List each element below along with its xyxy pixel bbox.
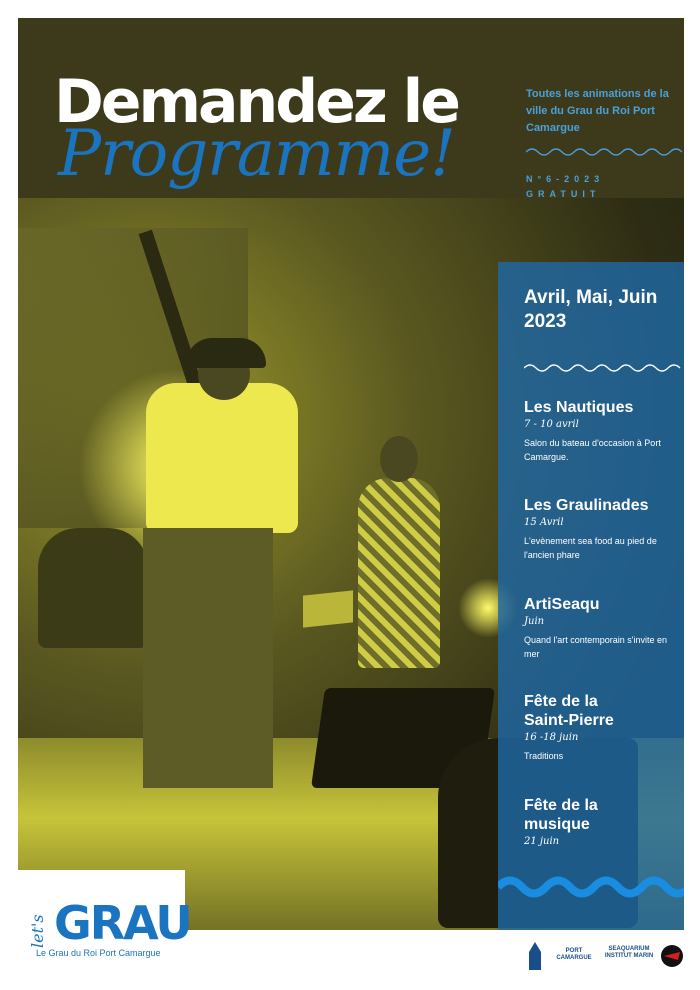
issue-number <box>526 172 604 202</box>
event-nautiques <box>524 398 682 464</box>
wave-divider-panel <box>524 362 684 374</box>
logo-lets: let's <box>28 914 47 948</box>
period-heading: Avril, Mai, Juin 2023 <box>524 287 658 332</box>
issue-line2: GRATUIT <box>526 189 601 199</box>
wave-divider-top <box>526 146 684 158</box>
event-date: 7 - 10 avril <box>524 419 579 430</box>
event-date: 15 Avril <box>524 517 564 528</box>
seaquarium-logo <box>604 946 654 960</box>
events-panel <box>498 262 684 930</box>
event-artiseaqu <box>524 595 682 661</box>
title-line1: Demandez le <box>54 67 458 137</box>
event-title: Fête de la Saint-Pierre <box>524 693 614 729</box>
event-description: L'evènement sea food au pied de l'ancien phare <box>524 536 657 560</box>
event-fete-musique <box>524 796 682 849</box>
event-saint-pierre <box>524 692 682 763</box>
event-description: Salon du bateau d'occasion à Port Camargue. <box>524 438 661 462</box>
title-line2: Programme! <box>58 117 455 191</box>
lets-grau-logo <box>18 870 191 990</box>
event-description: Traditions <box>524 751 564 761</box>
partner-logos <box>520 942 690 972</box>
port-camargue-logo <box>554 948 594 962</box>
event-title: Les Nautiques <box>524 399 634 416</box>
logo-grau: GRAU <box>54 896 191 950</box>
port-camargue-text: PORT CAMARGUE <box>556 948 592 961</box>
event-title: Les Graulinades <box>524 497 649 514</box>
tagline: Toutes les animations de la ville du Grau du Roi Port Camargue <box>526 88 669 134</box>
event-title: Fête de la musique <box>524 797 598 833</box>
event-title: ArtiSeaqu <box>524 596 600 613</box>
event-date: 16 -18 juin <box>524 732 579 743</box>
wave-band-bottom <box>498 874 684 900</box>
issue-line1: N°6-2023 <box>526 174 605 184</box>
event-date: Juin <box>524 616 545 627</box>
event-description: Quand l'art contemporain s'invite en mer <box>524 635 668 659</box>
red-circle-icon <box>660 944 684 968</box>
event-graulinades <box>524 496 682 562</box>
seaquarium-text: SEAQUARIUM INSTITUT MARIN <box>604 946 654 959</box>
event-date: 21 juin <box>524 836 560 847</box>
logo-subtitle: Le Grau du Roi Port Camargue <box>36 948 161 958</box>
town-hall-icon <box>526 942 544 970</box>
